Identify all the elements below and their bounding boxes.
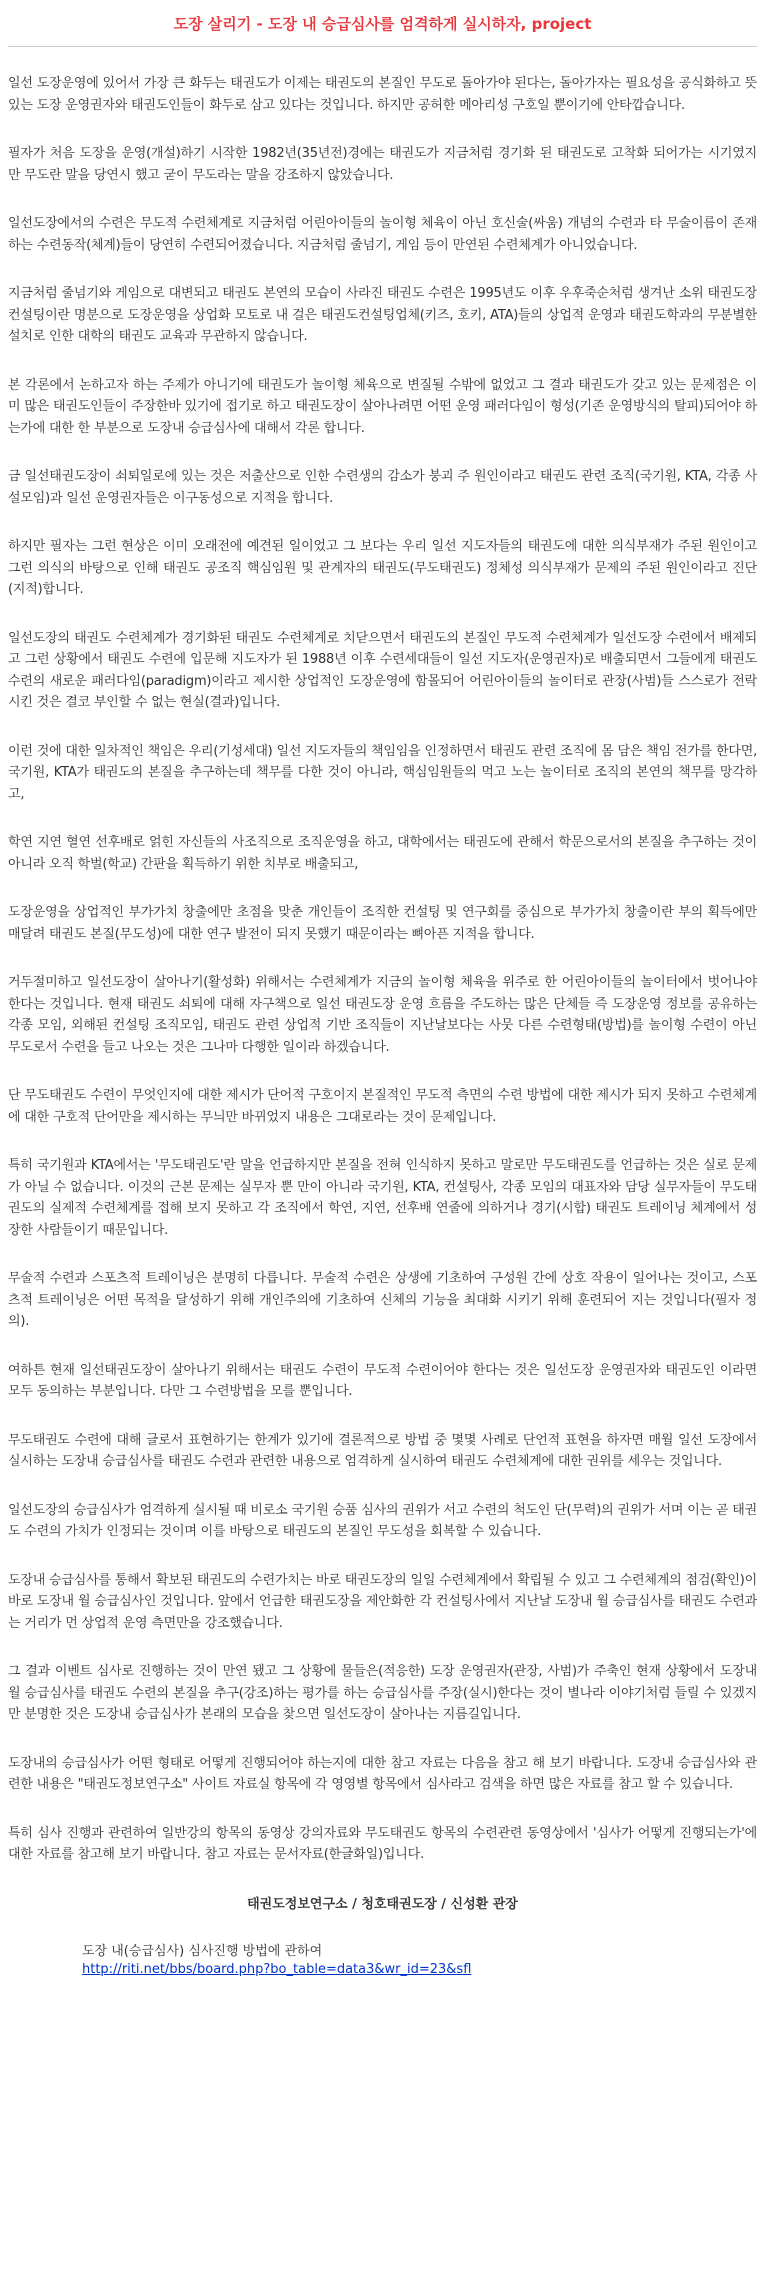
reference-link[interactable]: http://riti.net/bbs/board.php?bo_table=data3&wr_id=23&sfl (82, 1961, 472, 1977)
paragraph: 무술적 수련과 스포츠적 트레이닝은 분명히 다릅니다. 무술적 수련은 상생에 기초하여 구성원 간에 상호 작용이 일어나는 것이고, 스포츠적 트레이닝은 어떤 목적을 달성하기 위해 개인주의에 기초하여 신체의 기능을 최대화 시키기 위해 훈련되어 지는 것입니다(필자 정의). (8, 1271, 757, 1329)
paragraph: 일선 도장운영에 있어서 가장 큰 화두는 태권도가 이제는 태권도의 본질인 무도로 돌아가야 된다는, 돌아가자는 필요성을 공식화하고 뜻있는 도장 운영권자와 태권도인들이 화두로 삼고 있다는 것입니다. 하지만 공허한 메아리성 구호일 뿐이기에 안타깝습니다. (8, 76, 757, 113)
paragraph: 금 일선태권도장이 쇠퇴일로에 있는 것은 저출산으로 인한 수련생의 감소가 붕괴 주 원인이라고 태권도 관련 조직(국기원, KTA, 각종 사설모임)과 일선 운영권자들은 이구동성으로 지적을 합니다. (8, 469, 757, 506)
paragraph: 학연 지연 혈연 선후배로 얽힌 자신들의 사조직으로 조직운영을 하고, 대학에서는 태권도에 관해서 학문으로서의 본질을 추구하는 것이 아니라 오직 학벌(학교) 간판을 획득하기 위한 치부로 배출되고, (8, 835, 757, 872)
paragraph: 도장내의 승급심사가 어떤 형태로 어떻게 진행되어야 하는지에 대한 참고 자료는 다음을 참고 해 보기 바랍니다. 도장내 승급심사와 관련한 내용은 "태권도정보연구소" 사이트 자료실 항목에 각 영영별 항목에서 심사라고 검색을 하면 많은 자료를 참고 할 수 있습니다. (8, 1755, 757, 1792)
title-bar (0, 0, 765, 36)
reference-block (82, 1943, 757, 1979)
paragraph: 여하튼 현재 일선태권도장이 살아나기 위해서는 태권도 수련이 무도적 수련이어야 한다는 것은 일선도장 운영권자와 태권도인 이라면 모두 동의하는 부분입니다. 다만 그 수련방법을 모를 뿐입니다. (8, 1362, 757, 1399)
paragraph: 본 각론에서 논하고자 하는 주제가 아니기에 태권도가 놀이형 체육으로 변질될 수밖에 없었고 그 결과 태권도가 갖고 있는 문제점은 이미 많은 태권도인들이 주장한바 있기에 접기로 하고 태권도장이 살아나려면 어떤 운영 패러다임이 형성(기존 운영방식의 탈피)되어야 하는가에 대한 한 부분으로 도장내 승급심사에 대해서 각론 합니다. (8, 377, 757, 436)
paragraph: 도장운영을 상업적인 부가가치 창출에만 초점을 맞춘 개인들이 조직한 컨설팅 및 연구회를 중심으로 부가가치 창출이란 부의 획득에만 매달려 태권도 본질(무도성)에 대한 연구 발전이 되지 못했기 때문이라는 뼈아픈 지적을 합니다. (8, 905, 757, 942)
paragraph: 필자가 처음 도장을 운영(개설)하기 시작한 1982년(35년전)경에는 태권도가 지금처럼 경기화 된 태권도로 고착화 되어가는 시기였지만 무도란 말을 당연시 했고 굳이 무도라는 말을 강조하지 않았습니다. (8, 146, 757, 183)
page-title: 도장 살리기 - 도장 내 승급심사를 엄격하게 실시하자, project (173, 15, 592, 33)
article-body (0, 47, 765, 1979)
paragraph: 하지만 필자는 그런 현상은 이미 오래전에 예견된 일이었고 그 보다는 우리 일선 지도자들의 태권도에 대한 의식부재가 주된 원인이고 그런 의식의 바탕으로 인해 태권도 공조직 핵심임원 및 관계자의 태권도(무도태권도) 정체성 의식부재가 문제의 주된 원인이라고 진단(지적)합니다. (8, 539, 757, 597)
paragraph: 그 결과 이벤트 심사로 진행하는 것이 만연 됐고 그 상황에 물들은(적응한) 도장 운영권자(관장, 사범)가 주축인 현재 상황에서 도장내 월 승급심사를 태권도 수련의 본질을 추구(강조)하는 평가를 하는 승급심사를 주장(실시)한다는 것이 별나라 이야기처럼 들릴 수 있겠지만 분명한 것은 도장내 승급심사가 본래의 모습을 찾으면 일선도장이 살아나는 지름길입니다. (8, 1664, 757, 1722)
paragraph: 지금처럼 줄넘기와 게임으로 대변되고 태권도 본연의 모습이 사라진 태권도 수련은 1995년도 이후 우후죽순처럼 생겨난 소위 태권도장 컨설팅이란 명분으로 도장운영을 상업화 모토로 내 걸은 태권도컨설팅업체(키즈, 호키, ATA)들의 상업적 운영과 태권도학과의 무분별한 설치로 인한 대학의 태권도 교육과 무관하지 않습니다. (8, 286, 757, 344)
paragraph: 특히 심사 진행과 관련하여 일반강의 항목의 동영상 강의자료와 무도태권도 항목의 수련관련 동영상에서 '심사가 어떻게 진행되는가'에 대한 자료를 참고해 보기 바랍니다. 참고 자료는 문서자료(한글화일)입니다. (8, 1825, 757, 1862)
author-signature: 태권도정보연구소 / 청호태권도장 / 신성환 관장 (247, 1896, 518, 1912)
paragraph: 무도태권도 수련에 대해 글로서 표현하기는 한계가 있기에 결론적으로 방법 중 몇몇 사례로 단언적 표현을 하자면 매월 일선 도장에서 실시하는 도장내 승급심사를 태권도 수련과 관련한 내용으로 엄격하게 실시하여 태권도 수련체계에 대한 권위를 세우는 것입니다. (8, 1432, 757, 1469)
paragraph: 일선도장의 태권도 수련체계가 경기화된 태권도 수련체계로 치닫으면서 태권도의 본질인 무도적 수련체계가 일선도장 수련에서 배제되고 그런 상황에서 태권도 수련에 입문해 지도자가 된 1988년 이후 수련세대들이 일선 지도자(운영권자)로 배출되면서 그들에게 태권도 수련의 새로운 패러다임(paradigm)이라고 제시한 상업적인 도장운영에 함몰되어 어린아이들의 놀이터로 관장(사범)들 스스로가 전락 시킨 것은 결코 부인할 수 없는 현실(결과)입니다. (8, 630, 757, 710)
paragraph: 거두절미하고 일선도장이 살아나기(활성화) 위해서는 수련체계가 지금의 놀이형 체육을 위주로 한 어린아이들의 놀이터에서 벗어나야 한다는 것입니다. 현재 태권도 쇠퇴에 대해 자구책으로 일선 태권도장 운영 흐름을 주도하는 많은 단체들 즉 도장운영 정보를 공유하는 각종 모임, 외해된 컨설팅 조직모임, 태권도 관련 상업적 기반 조직들이 지난날보다는 사뭇 다른 수련형태(방법)를 놀이형 수련이 아닌 무도로서 수련을 들고 나오는 것은 그나마 다행한 일이라 하겠습니다. (8, 975, 757, 1055)
paragraph: 단 무도태권도 수련이 무엇인지에 대한 제시가 단어적 구호이지 본질적인 무도적 측면의 수련 방법에 대한 제시가 되지 못하고 수련체계에 대한 구호적 단어만을 제시하는 무늬만 바뀌었지 내용은 그대로라는 것이 문제입니다. (8, 1088, 757, 1125)
paragraph: 일선도장에서의 수련은 무도적 수련체계로 지금처럼 어린아이들의 놀이형 체육이 아닌 호신술(싸움) 개념의 수련과 타 무술이름이 존재하는 수련동작(체계)들이 당연히 수련되어졌습니다. 지금처럼 줄넘기, 게임 등이 만연된 수련체계가 아니었습니다. (8, 216, 757, 253)
paragraph: 일선도장의 승급심사가 엄격하게 실시될 때 비로소 국기원 승품 심사의 권위가 서고 수련의 척도인 단(무력)의 권위가 서며 이는 곧 태권도 수련의 가치가 인정되는 것이며 이를 바탕으로 태권도의 본질인 무도성을 회복할 수 있습니다. (8, 1502, 757, 1539)
paragraph: 도장내 승급심사를 통해서 확보된 태권도의 수련가치는 바로 태권도장의 일일 수련체계에서 확립될 수 있고 그 수련체계의 점검(확인)이 바로 도장내 월 승급심사인 것입니다. 앞에서 언급한 태권도장을 제안화한 각 컨설팅사에서 지난날 도장내 월 승급심사를 태권도 수련과는 거리가 먼 상업적 운영 측면만을 강조했습니다. (8, 1572, 757, 1631)
paragraph: 이런 것에 대한 일차적인 책임은 우리(기성세대) 일선 지도자들의 책임임을 인정하면서 태권도 관련 조직에 몸 담은 책임 전가를 한다면, 국기원, KTA가 태권도의 본질을 추구하는데 책무를 다한 것이 아니라, 핵심임원들의 먹고 노는 놀이터로 조직의 본연의 책무를 망각하고, (8, 743, 757, 802)
reference-caption: 도장 내(승급심사) 심사진행 방법에 관하여 (82, 1943, 323, 1959)
paragraph: 특히 국기원과 KTA에서는 '무도태권도'란 말을 언급하지만 본질을 전혀 인식하지 못하고 말로만 무도태권도를 언급하는 것은 실로 문제가 아닐 수 없습니다. 이것의 근본 문제는 실무자 뿐 만이 아니라 국기원, KTA, 컨설팅사, 각종 모임의 대표자와 담당 실무자들이 무도태권도의 실제적 수련체계를 접해 보지 못하고 각 조직에서 학연, 지연, 선후배 연줄에 의하거나 경기(시합) 태권도 트레이닝 체계에서 성장한 사람들이기 때문입니다. (8, 1158, 757, 1238)
